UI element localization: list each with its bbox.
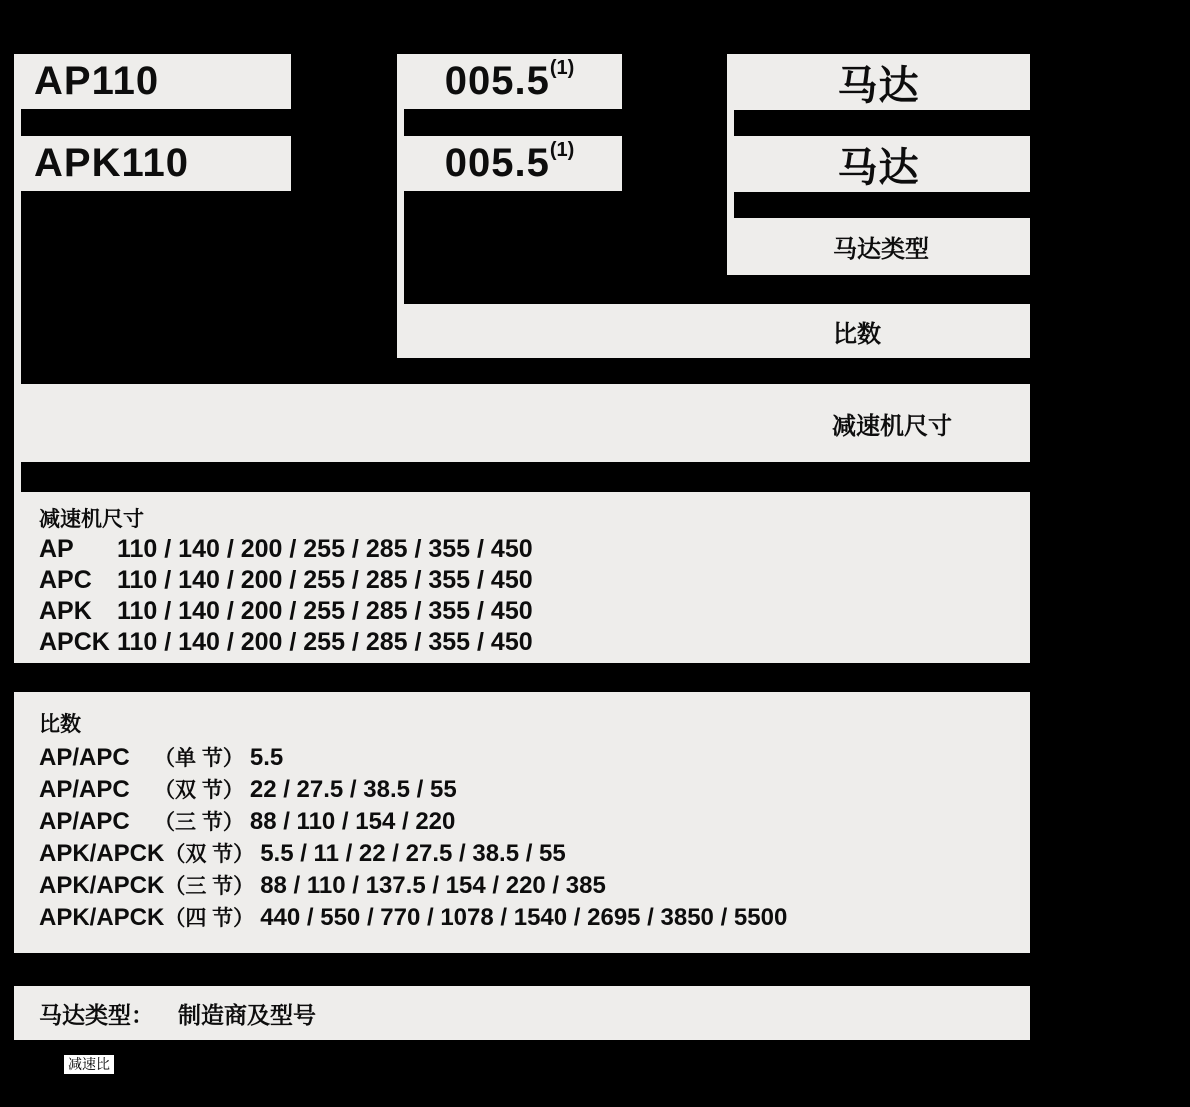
ratio-values: 88 / 110 / 154 / 220 bbox=[249, 808, 456, 835]
motor-code-label: 马达 bbox=[837, 145, 920, 190]
legend-title: 减速机尺寸 bbox=[39, 508, 144, 531]
size-values: 110 / 140 / 200 / 255 / 285 / 355 / 450 bbox=[117, 628, 533, 656]
stage-label: （三 节） bbox=[164, 875, 255, 898]
model-name: AP/APC bbox=[39, 808, 130, 835]
footnote-marker-sup: (1) bbox=[549, 139, 575, 161]
model-name: AP/APC bbox=[39, 744, 130, 771]
ratio-values: 440 / 550 / 770 / 1078 / 1540 / 2695 / 3850 / 5500 bbox=[260, 904, 788, 931]
size-legend-row bbox=[39, 534, 1030, 565]
size-values: 110 / 140 / 200 / 255 / 285 / 355 / 450 bbox=[117, 597, 533, 625]
legend-ratios bbox=[14, 692, 1030, 953]
stage-label: （双 节） bbox=[164, 843, 255, 866]
label-box-motor-type bbox=[727, 218, 1030, 275]
stage-label: （双 节） bbox=[154, 779, 244, 802]
size-legend-row bbox=[39, 565, 1030, 596]
model-name: APC bbox=[39, 566, 92, 594]
ratio-values: 88 / 110 / 137.5 / 154 / 220 / 385 bbox=[260, 872, 606, 899]
code-box-motor-1 bbox=[727, 54, 1030, 110]
code-box-motor-2 bbox=[727, 136, 1030, 192]
ratio-values: 5.5 / 11 / 22 / 27.5 / 38.5 / 55 bbox=[260, 840, 566, 867]
label-box-ratio bbox=[397, 304, 1030, 358]
model-name: AP/APC bbox=[39, 776, 130, 803]
motor-code-label: 马达 bbox=[837, 63, 920, 108]
note-label: 马达类型： bbox=[39, 1001, 154, 1028]
model-name: APK/APCK bbox=[39, 840, 165, 867]
gearbox-size-label: 减速机尺寸 bbox=[832, 412, 952, 440]
ratio-legend-row bbox=[39, 870, 1030, 902]
ratio-legend-row bbox=[39, 774, 1030, 806]
model-name: APK/APCK bbox=[39, 872, 165, 899]
model-name: AP bbox=[39, 535, 74, 563]
series-code-label: APK110 bbox=[34, 141, 189, 185]
code-box-ratio-2 bbox=[397, 136, 622, 191]
code-box-series-apk bbox=[14, 136, 291, 191]
legend-gearbox-sizes bbox=[14, 492, 1030, 663]
stage-label: （四 节） bbox=[164, 907, 255, 930]
size-values: 110 / 140 / 200 / 255 / 285 / 355 / 450 bbox=[117, 566, 533, 594]
model-name: APK/APCK bbox=[39, 904, 165, 931]
ratio-legend-row bbox=[39, 806, 1030, 838]
ratio-values: 5.5 bbox=[249, 744, 284, 771]
ratio-legend-row bbox=[39, 838, 1030, 870]
code-box-series-ap bbox=[14, 54, 291, 109]
label-box-gearbox-size bbox=[14, 384, 1030, 462]
ratio-legend-row bbox=[39, 742, 1030, 774]
size-legend-row bbox=[39, 596, 1030, 627]
footnote-marker-sup: (1) bbox=[549, 57, 575, 79]
model-name: APCK bbox=[39, 628, 110, 656]
legend-title: 比数 bbox=[39, 713, 81, 736]
stage-label: （三 节） bbox=[154, 811, 244, 834]
stage-label: （单 节） bbox=[154, 747, 244, 770]
model-name: APK bbox=[39, 597, 92, 625]
footnote-highlight: 减速比 bbox=[64, 1055, 114, 1074]
motor-type-label: 马达类型 bbox=[833, 236, 929, 263]
series-code-label: AP110 bbox=[34, 59, 160, 103]
ratio-code-value: 005.5 bbox=[444, 141, 550, 185]
code-box-ratio-1 bbox=[397, 54, 622, 109]
size-values: 110 / 140 / 200 / 255 / 285 / 355 / 450 bbox=[117, 535, 533, 563]
ratio-values: 22 / 27.5 / 38.5 / 55 bbox=[249, 776, 457, 803]
ratio-label: 比数 bbox=[833, 320, 881, 348]
motor-type-note bbox=[14, 986, 1030, 1040]
note-value: 制造商及型号 bbox=[178, 1001, 316, 1028]
size-legend-row bbox=[39, 627, 1030, 658]
ratio-code-value: 005.5 bbox=[444, 59, 550, 103]
ratio-legend-row bbox=[39, 902, 1030, 934]
